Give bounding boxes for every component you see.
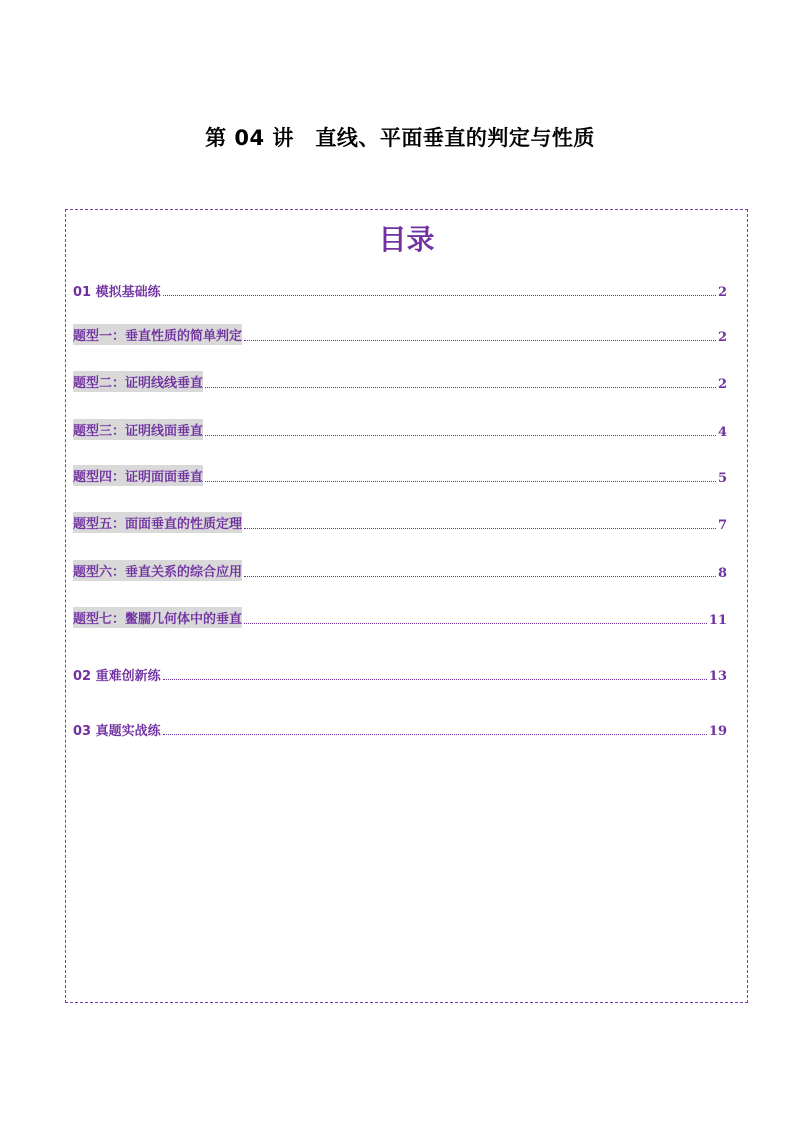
toc-entry-basic-practice[interactable]: [73, 280, 727, 300]
dot-leader: [205, 435, 716, 436]
toc-entry-page: 2: [717, 330, 727, 345]
toc-entry-type-4[interactable]: [73, 466, 727, 486]
toc-entry-label: 01 模拟基础练: [73, 285, 161, 300]
dot-leader: [205, 481, 716, 482]
toc-entry-label: 题型五：面面垂直的性质定理: [73, 512, 242, 533]
toc-entry-type-3[interactable]: [73, 420, 727, 440]
toc-entry-type-5[interactable]: [73, 513, 727, 533]
toc-entry-label: 题型四：证明面面垂直: [73, 465, 203, 486]
dot-leader: [244, 340, 716, 341]
toc-entry-label: 题型七：鳖臑几何体中的垂直: [73, 607, 242, 628]
toc-entry-label: 02 重难创新练: [73, 669, 161, 684]
toc-entry-label: 题型三：证明线面垂直: [73, 419, 203, 440]
dot-leader: [163, 679, 707, 680]
dot-leader: [163, 295, 716, 296]
toc-entry-page: 19: [708, 724, 727, 739]
toc-heading: 目录: [378, 223, 435, 256]
toc-entry-label: 题型二：证明线线垂直: [73, 371, 203, 392]
dot-leader: [244, 528, 716, 529]
document-title: 第 04 讲 直线、平面垂直的判定与性质: [205, 126, 595, 150]
toc-entry-page: 4: [717, 425, 727, 440]
toc-entry-page: 13: [708, 669, 727, 684]
toc-entry-type-2[interactable]: [73, 372, 727, 392]
toc-entry-page: 5: [717, 471, 727, 486]
toc-entry-type-6[interactable]: [73, 561, 727, 581]
toc-entry-page: 2: [717, 285, 727, 300]
toc-entry-type-7[interactable]: [73, 608, 727, 628]
toc-entry-type-1[interactable]: [73, 325, 727, 345]
table-of-contents: [65, 209, 748, 1003]
dot-leader: [244, 623, 707, 624]
toc-entry-page: 7: [717, 518, 727, 533]
dot-leader: [205, 387, 716, 388]
dot-leader: [244, 576, 716, 577]
dot-leader: [163, 734, 707, 735]
toc-entry-label: 题型六：垂直关系的综合应用: [73, 560, 242, 581]
toc-entry-page: 2: [717, 377, 727, 392]
toc-entry-page: 11: [708, 613, 727, 628]
toc-entry-label: 题型一：垂直性质的简单判定: [73, 324, 242, 345]
toc-entry-label: 03 真题实战练: [73, 724, 161, 739]
toc-entry-page: 8: [717, 566, 727, 581]
toc-entry-exam-practice[interactable]: [73, 719, 727, 739]
toc-entry-hard-practice[interactable]: [73, 664, 727, 684]
